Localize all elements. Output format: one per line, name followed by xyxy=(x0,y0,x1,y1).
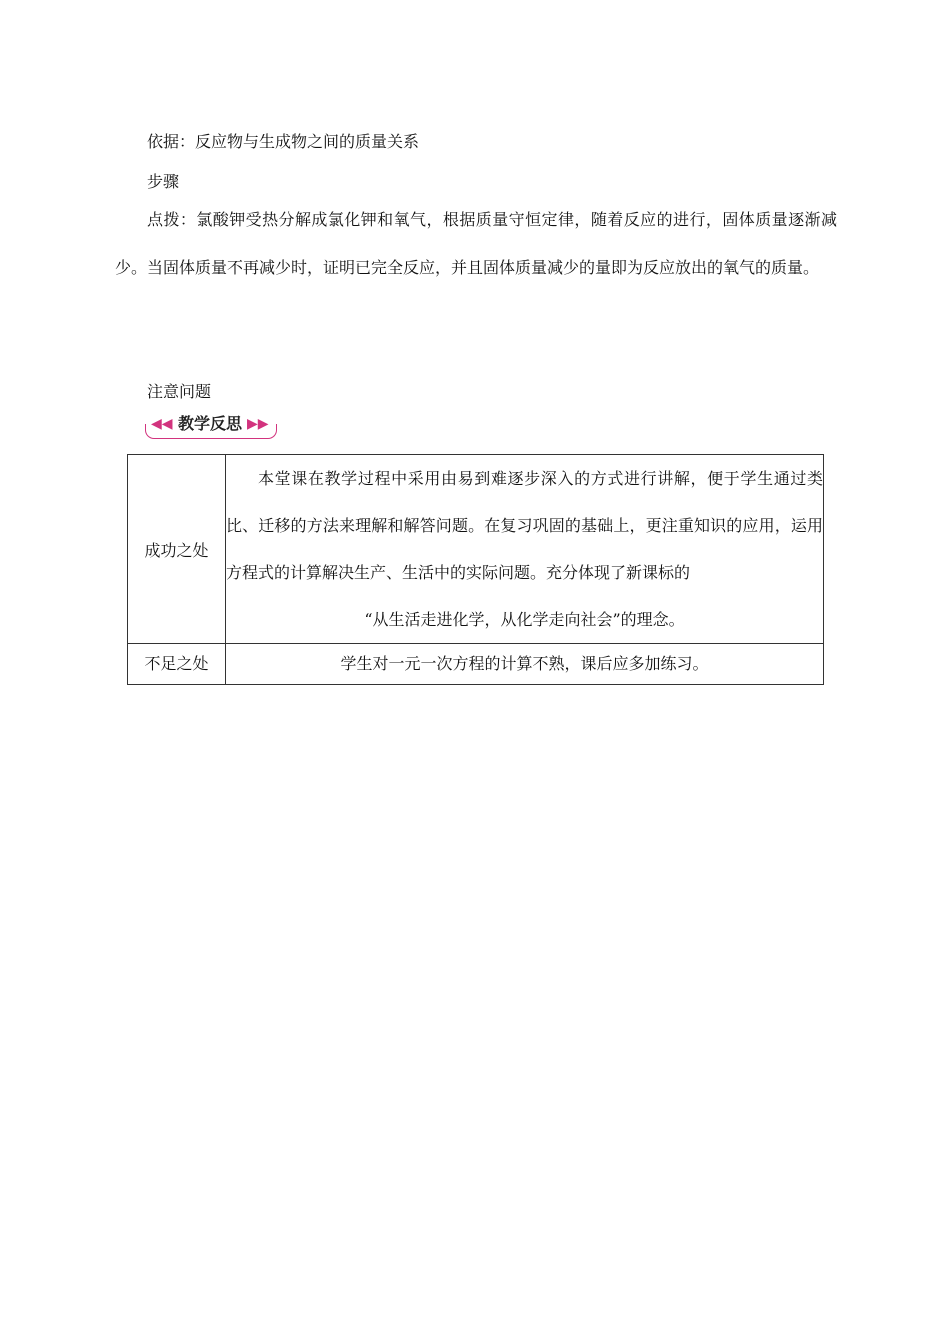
reflection-table xyxy=(127,454,824,685)
success-content-cell xyxy=(226,455,824,644)
shortcoming-content: 学生对一元一次方程的计算不熟，课后应多加练习。 xyxy=(226,644,824,685)
notes-heading: 注意问题 xyxy=(147,382,212,401)
table-row xyxy=(128,455,824,644)
basis-line: 依据：反应物与生成物之间的质量关系 xyxy=(147,132,420,151)
table-row xyxy=(128,644,824,685)
success-content-last: “从生活走进化学，从化学走向社会”的理念。 xyxy=(364,610,685,629)
double-chevron-right-icon: ▶▶ xyxy=(247,416,269,432)
teaching-reflection-badge xyxy=(145,412,277,440)
badge-title: 教学反思 xyxy=(175,412,245,436)
success-label: 成功之处 xyxy=(128,455,226,644)
double-chevron-left-icon: ◀◀ xyxy=(151,416,173,432)
shortcoming-label: 不足之处 xyxy=(128,644,226,685)
hint-paragraph: 点拨：氯酸钾受热分解成氯化钾和氧气，根据质量守恒定律，随着反应的进行，固体质量逐渐减少。当固体质量不再减少时，证明已完全反应，并且固体质量减少的量即为反应放出的氧气的质量。 xyxy=(115,210,837,277)
success-content xyxy=(226,455,823,643)
steps-line: 步骤 xyxy=(147,172,180,191)
success-content-main: 本堂课在教学过程中采用由易到难逐步深入的方式进行讲解，便于学生通过类比、迁移的方法来理解和解答问题。在复习巩固的基础上，更注重知识的应用，运用方程式的计算解决生产、生活中的实际问题。充分体现了新课标的 xyxy=(226,469,823,582)
